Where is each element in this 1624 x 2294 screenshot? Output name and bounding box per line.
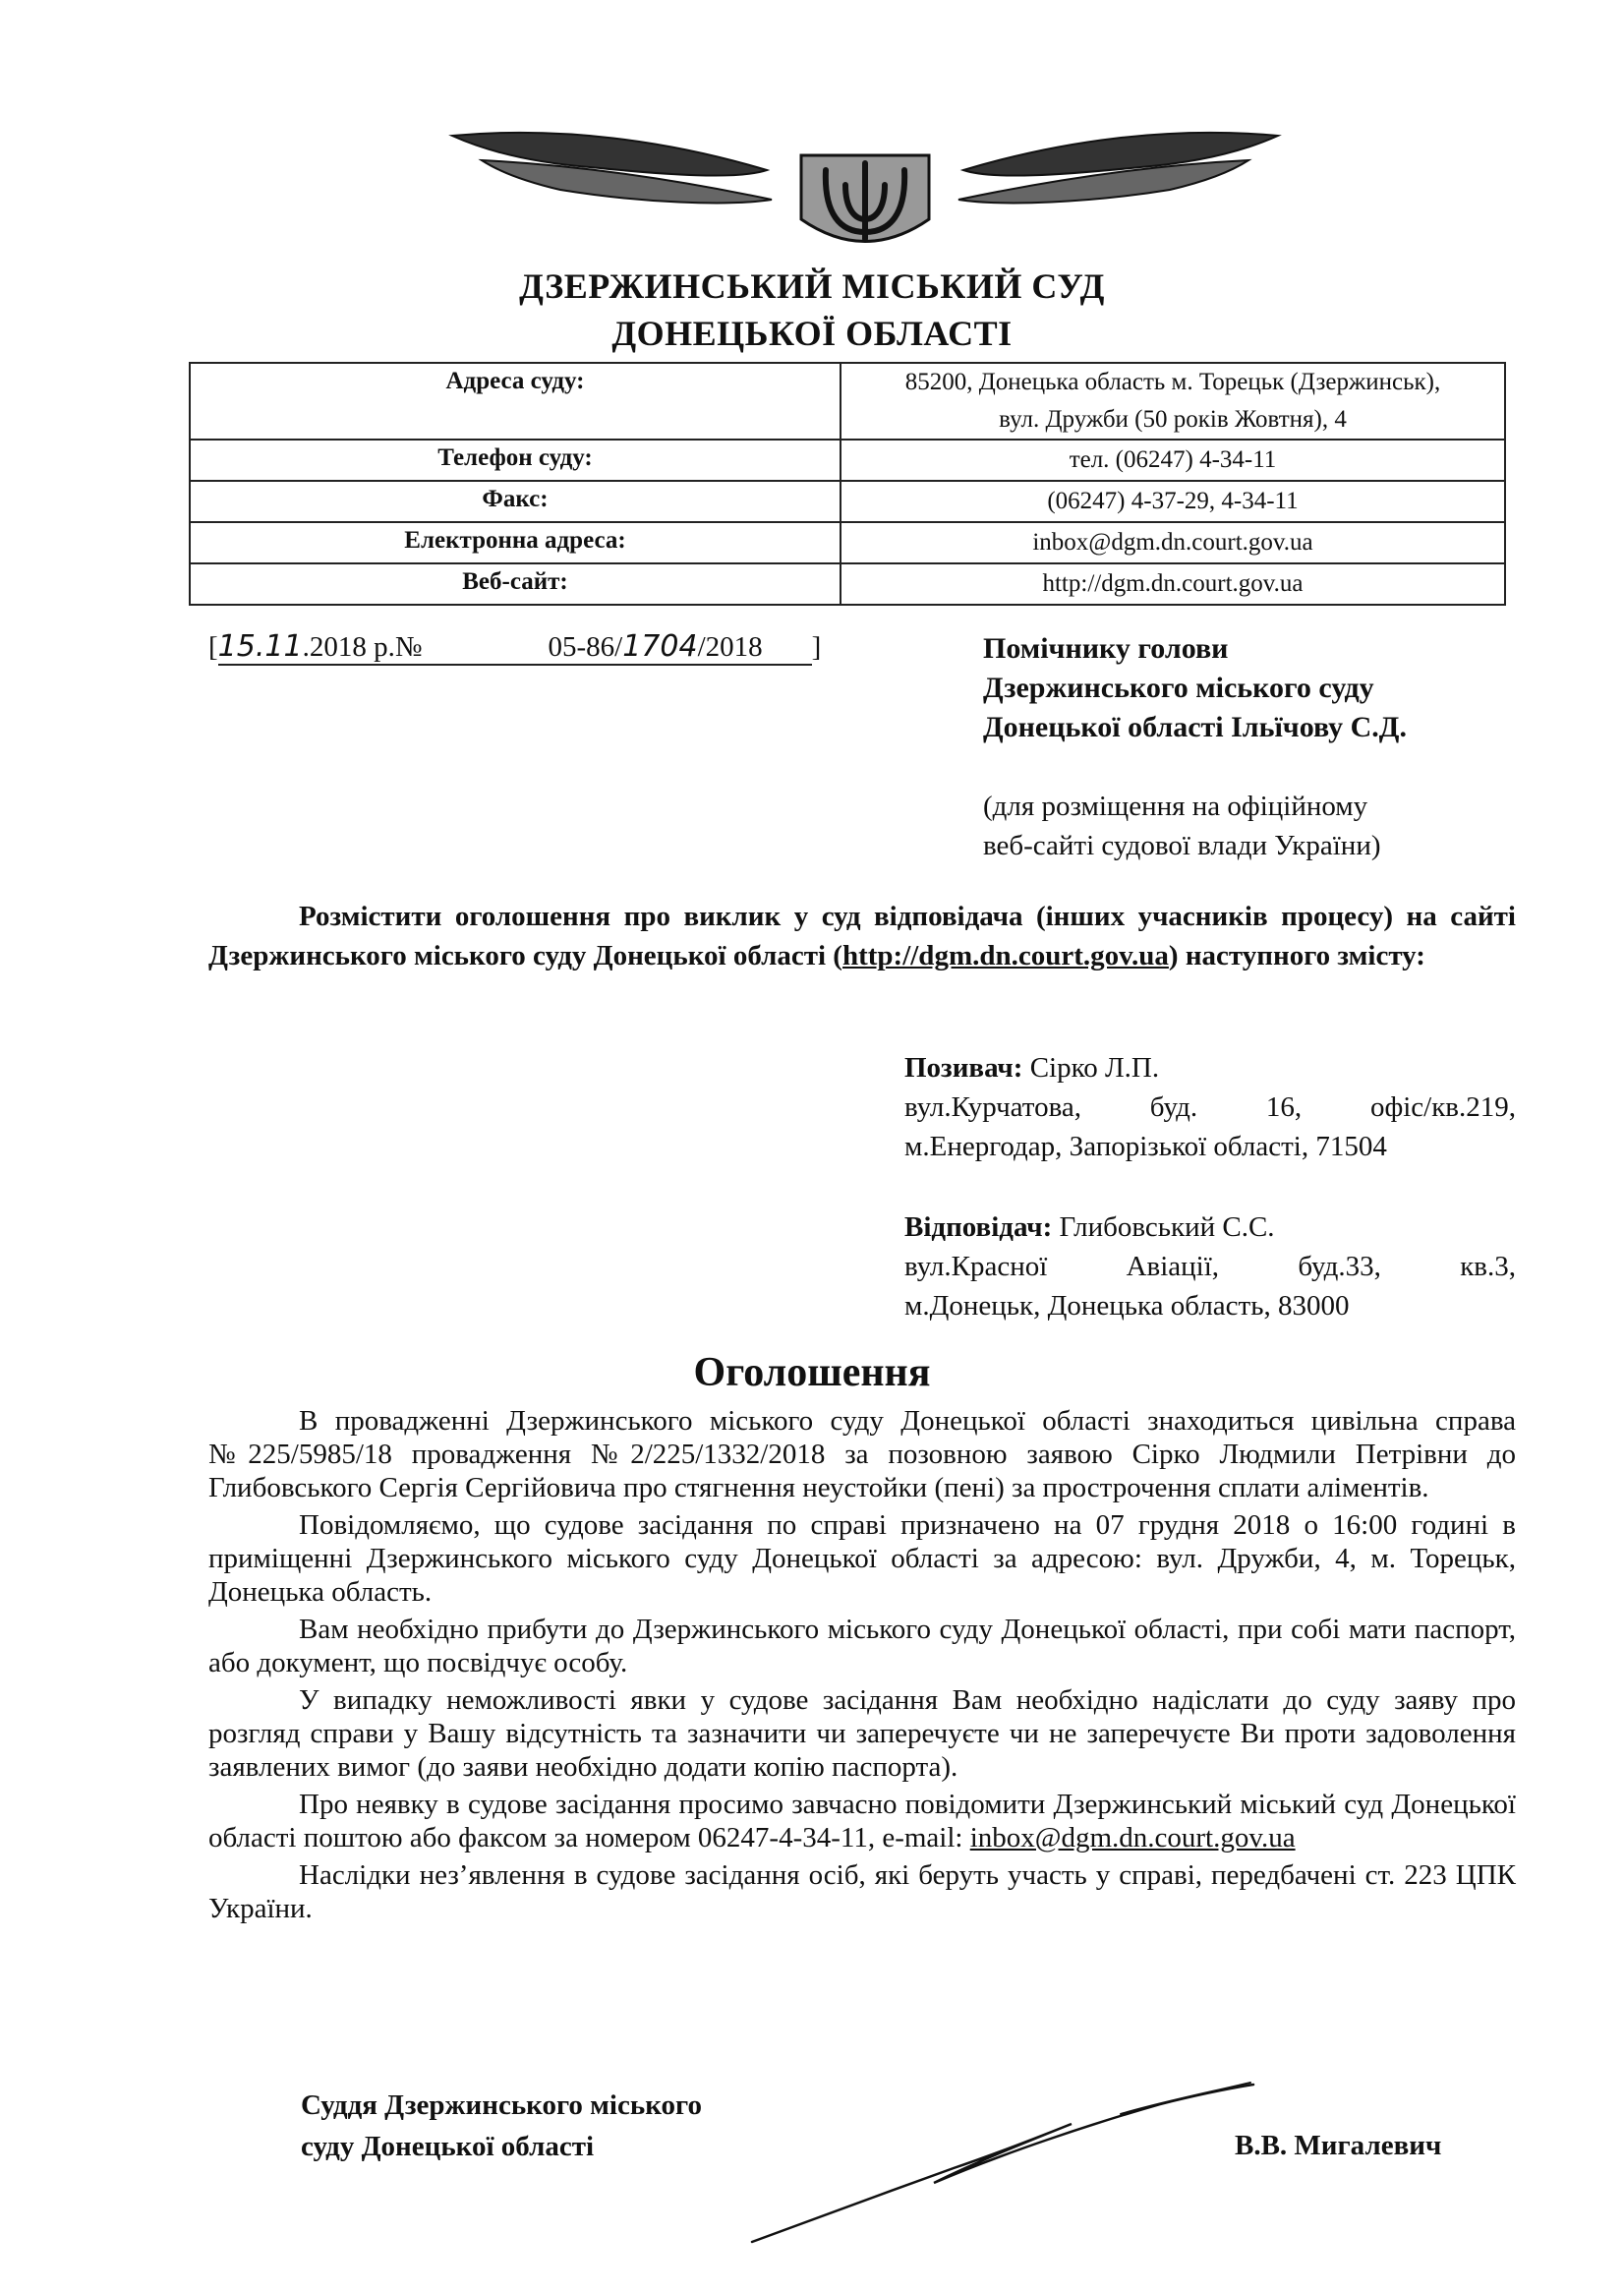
date-year: .2018 р.№ bbox=[302, 631, 423, 663]
number-suffix: /2018 bbox=[697, 631, 763, 663]
recipient-line: Дзержинського міського суду bbox=[983, 672, 1374, 704]
court-emblem bbox=[442, 116, 1288, 264]
signature-title bbox=[301, 2085, 702, 2167]
contact-value bbox=[841, 363, 1505, 440]
number-prefix: 05-86/ bbox=[548, 631, 623, 663]
announcement-title: Оголошення bbox=[693, 1350, 931, 1395]
contact-row-website bbox=[190, 563, 1505, 605]
announcement-paragraph: У випадку неможливості явки у судове засідання Вам необхідно надіслати до суду заяву про розгляд справи у Вашу відсутність та зазначити чи заперечуєте чи не заперечуєте Ви проти задоволення заявлених вимог (до заяви необхідно додати копію паспорта). bbox=[208, 1684, 1516, 1783]
announcement-paragraph: Вам необхідно прибути до Дзержинського міського суду Донецької області, при собі мати паспорт, або документ, що посвідчує особу. bbox=[208, 1614, 1516, 1678]
contact-label: Веб-сайт: bbox=[190, 563, 841, 605]
contact-value-line: вул. Дружби (50 років Жовтня), 4 bbox=[999, 406, 1347, 433]
court-name-line2: ДОНЕЦЬКОЇ ОБЛАСТІ bbox=[611, 314, 1013, 353]
intro-text: Розмістити оголошення про виклик у суд відповідача (інших учасників процесу) на сайті Дзержинського міського суду Донецької області ( bbox=[208, 901, 1516, 971]
recipient-block bbox=[983, 629, 1407, 747]
signature-title-line: Суддя Дзержинського міського bbox=[301, 2089, 702, 2121]
defendant-name: Глибовський С.С. bbox=[1052, 1211, 1275, 1243]
plaintiff-block bbox=[904, 1048, 1516, 1166]
plaintiff-address-line: вул.Курчатова, буд. 16, офіс/кв.219, bbox=[904, 1091, 1516, 1123]
close-bracket: ] bbox=[811, 631, 822, 663]
contact-value: inbox@dgm.dn.court.gov.ua bbox=[841, 522, 1505, 563]
announcement-body bbox=[208, 1404, 1516, 1929]
contact-label: Адреса суду: bbox=[190, 363, 841, 440]
intro-link[interactable]: http://dgm.dn.court.gov.ua bbox=[841, 940, 1169, 971]
contact-value: тел. (06247) 4-34-11 bbox=[841, 440, 1505, 481]
defendant-address-line: м.Донецьк, Донецька область, 83000 bbox=[904, 1290, 1350, 1322]
document-reference bbox=[208, 629, 821, 666]
contact-value-line: 85200, Донецька область м. Торецьк (Дзержинськ), bbox=[904, 369, 1441, 395]
court-name-line1: ДЗЕРЖИНСЬКИЙ МІСЬКИЙ СУД bbox=[519, 266, 1105, 306]
handwritten-number: 1704 bbox=[622, 629, 698, 664]
contact-row-phone bbox=[190, 440, 1505, 481]
contact-value: (06247) 4-37-29, 4-34-11 bbox=[841, 481, 1505, 522]
contacts-table bbox=[189, 362, 1506, 606]
recipient-line: Донецької області Ільїчову С.Д. bbox=[983, 711, 1407, 743]
plaintiff-name: Сірко Л.П. bbox=[1022, 1052, 1160, 1084]
recipient-line: Помічнику голови bbox=[983, 632, 1229, 665]
contact-value: http://dgm.dn.court.gov.ua bbox=[841, 563, 1505, 605]
placement-note bbox=[983, 787, 1381, 865]
contact-row-email bbox=[190, 522, 1505, 563]
defendant-block bbox=[904, 1207, 1516, 1325]
contact-label: Електронна адреса: bbox=[190, 522, 841, 563]
signature-title-line: суду Донецької області bbox=[301, 2131, 595, 2162]
note-line: веб-сайті судової влади України) bbox=[983, 830, 1381, 861]
contact-label: Факс: bbox=[190, 481, 841, 522]
signer-name: В.В. Мигалевич bbox=[1235, 2130, 1442, 2161]
date-field bbox=[218, 629, 812, 666]
handwritten-signature bbox=[747, 2075, 1258, 2252]
contact-label: Телефон суду: bbox=[190, 440, 841, 481]
intro-text-end: ) наступного змісту: bbox=[1168, 940, 1425, 971]
announcement-paragraph: В провадженні Дзержинського міського суду Донецької області знаходиться цивільна справа №225/5985/18 провадження №2/225/1332/2018 за позовною заявою Сірко Людмили Петрівни до Глибовського Сергія Сергійовича про стягнення неустойки (пені) за прострочення сплати аліментів. bbox=[208, 1405, 1516, 1503]
intro-paragraph bbox=[208, 897, 1516, 975]
handwritten-date: 15.11 bbox=[217, 629, 303, 664]
announcement-paragraph: Повідомляємо, що судове засідання по справі призначено на 07 грудня 2018 о 16:00 годині в приміщенні Дзержинського міського суду Донецької області за адресою: вул. Дружби, 4, м. Торецьк, Донецька область. bbox=[208, 1509, 1516, 1608]
defendant-address-line: вул.Красної Авіації, буд.33, кв.3, bbox=[904, 1251, 1516, 1282]
defendant-label: Відповідач: bbox=[904, 1211, 1053, 1243]
note-line: (для розміщення на офіційному bbox=[983, 791, 1368, 822]
contact-row-fax bbox=[190, 481, 1505, 522]
announcement-paragraph bbox=[208, 1788, 1516, 1854]
open-bracket: [ bbox=[208, 631, 218, 663]
email-link[interactable]: inbox@dgm.dn.court.gov.ua bbox=[969, 1822, 1296, 1853]
paragraph-text: Про неявку в судове засідання просимо завчасно повідомити Дзержинський міський суд Донецької області поштою або факсом за номером 06247-4-34-11, e-mail: bbox=[208, 1789, 1516, 1853]
contact-row-address bbox=[190, 363, 1505, 440]
plaintiff-address-line: м.Енергодар, Запорізької області, 71504 bbox=[904, 1131, 1387, 1162]
announcement-paragraph: Наслідки нез’явлення в судове засідання осіб, які беруть участь у справі, передбачені ст. 223 ЦПК України. bbox=[208, 1859, 1516, 1924]
plaintiff-label: Позивач: bbox=[904, 1052, 1023, 1084]
